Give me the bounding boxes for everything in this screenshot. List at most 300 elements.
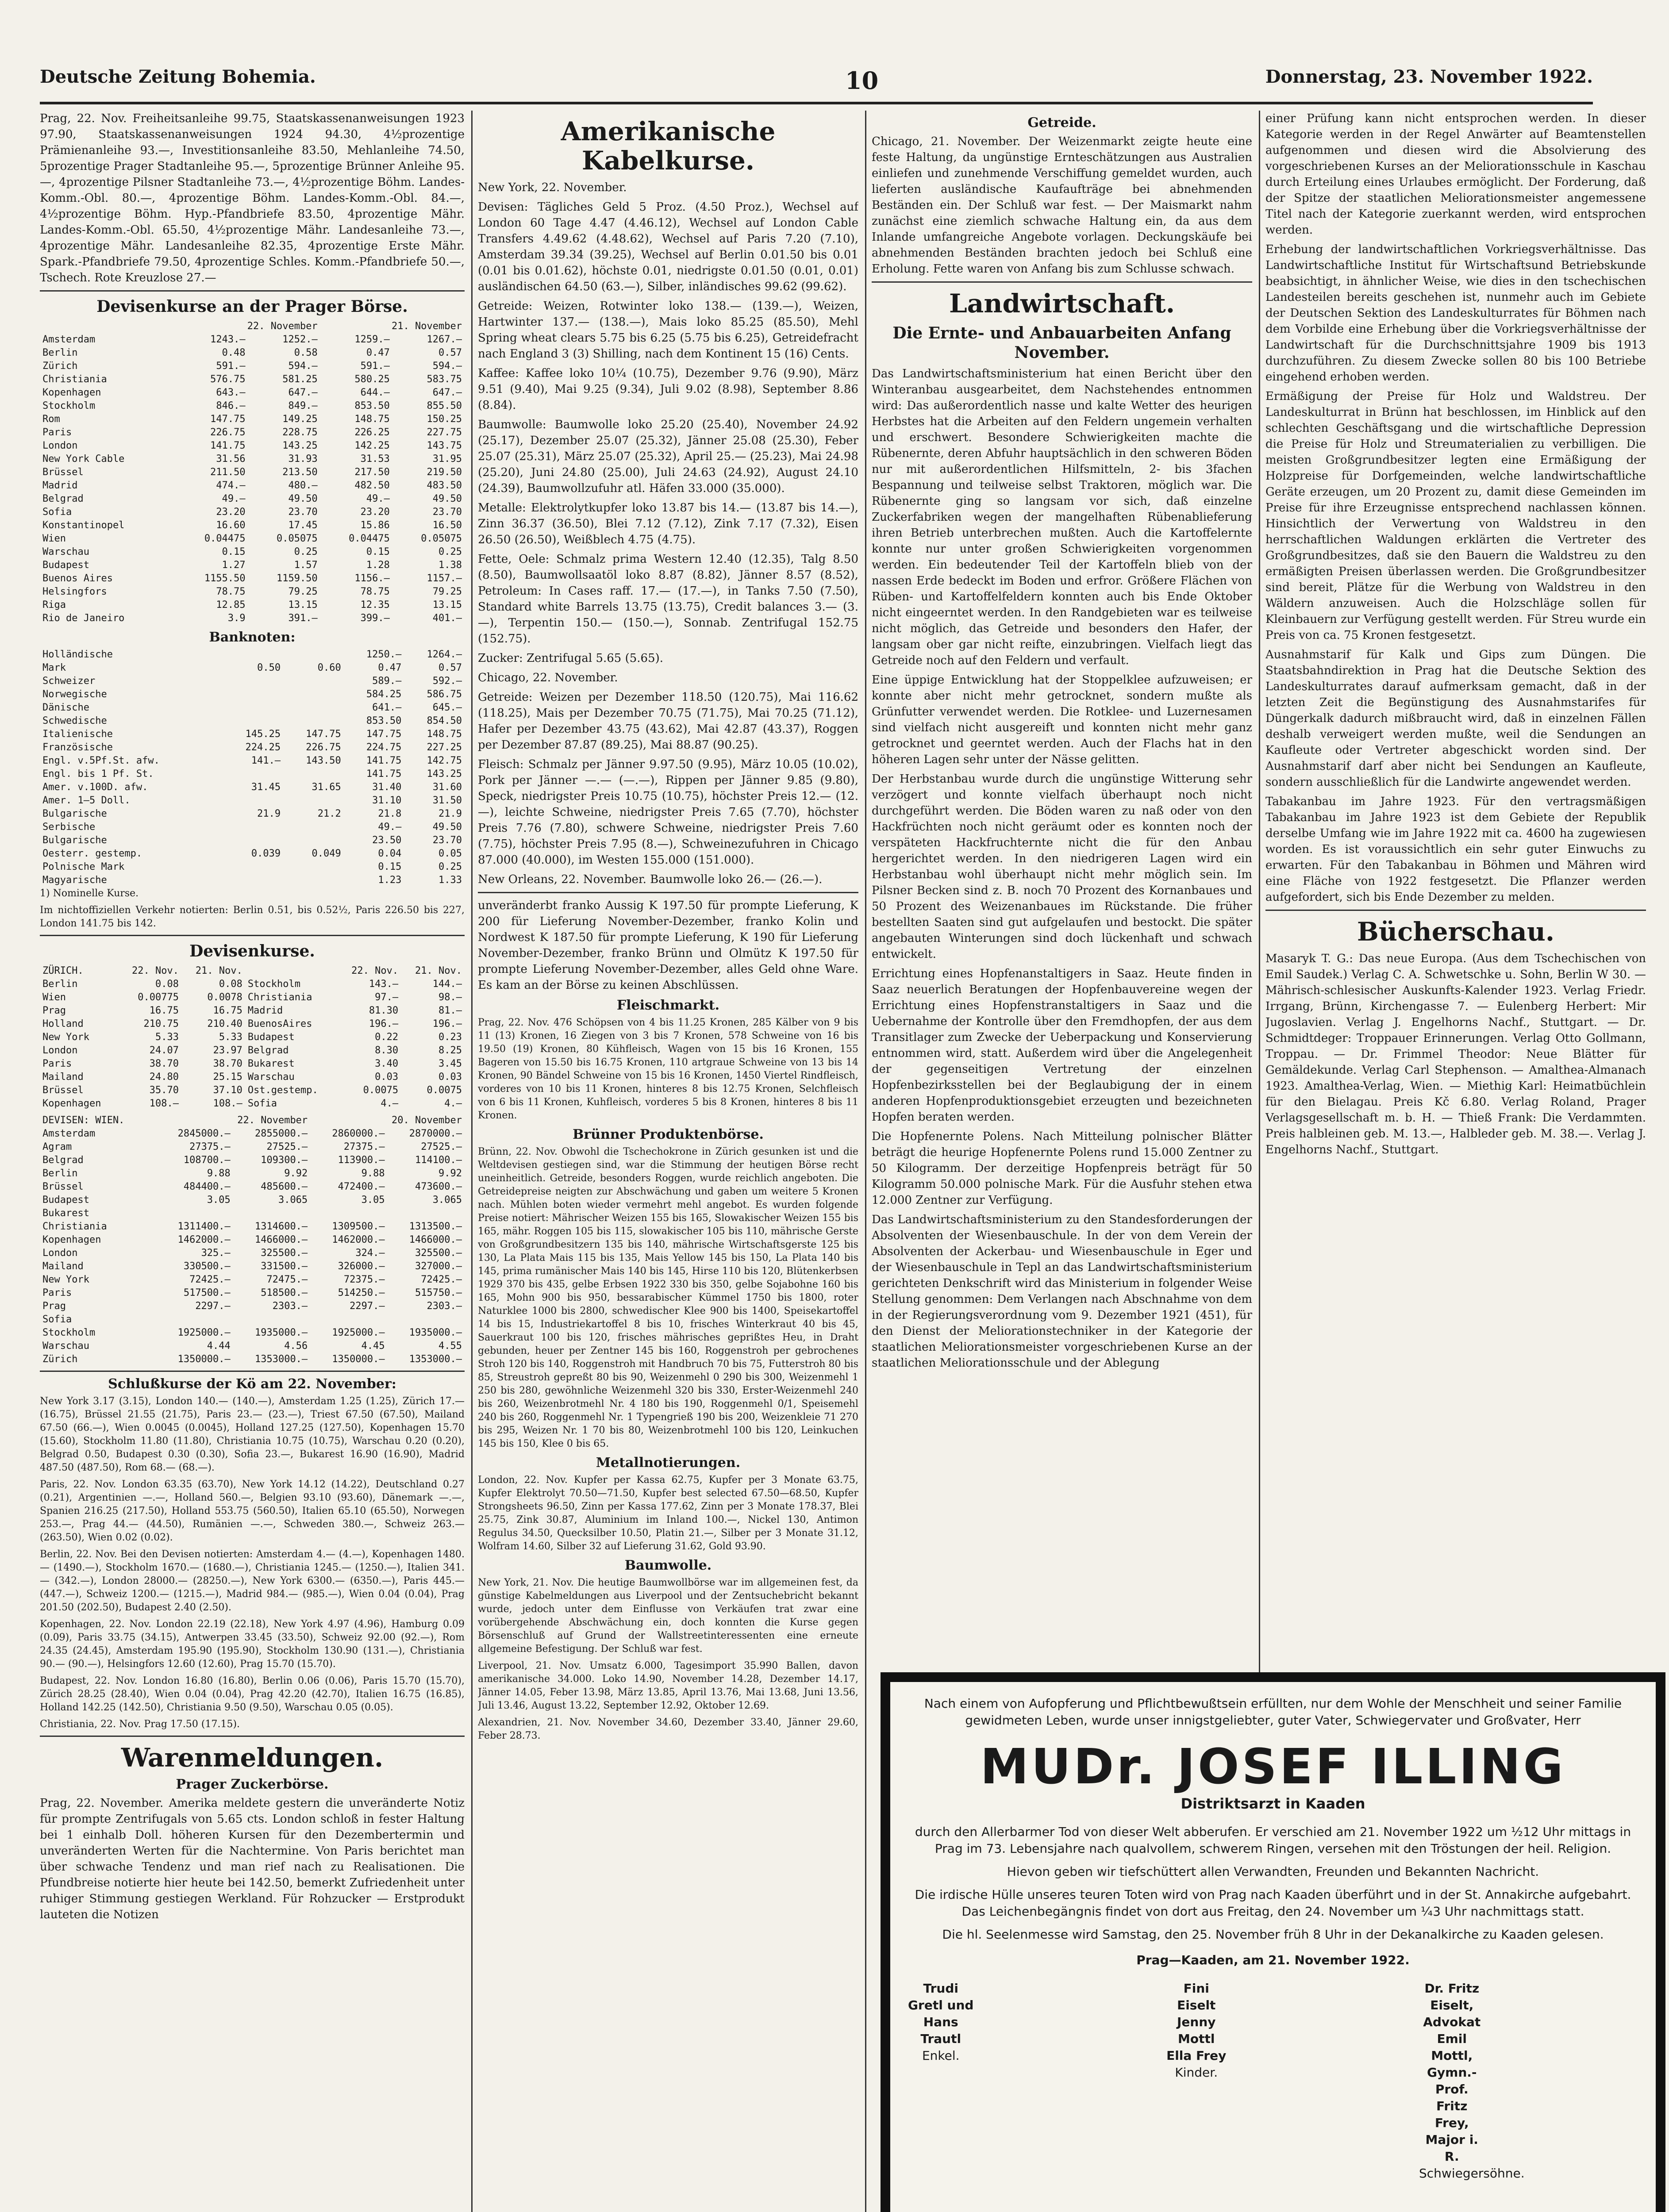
- table-cell: 1.38: [438, 560, 462, 571]
- table-cell: Brüssel: [42, 467, 84, 478]
- table-cell: 480.—: [288, 480, 318, 491]
- table-cell: Warschau: [42, 546, 89, 557]
- devisen-row: [40, 545, 465, 559]
- table-cell: 325500.—: [261, 1248, 308, 1259]
- prague-exchange-title: Devisenkurse an der Prager Börse.: [96, 297, 408, 316]
- table-cell: 0.58: [294, 347, 318, 358]
- wien-row: [40, 1127, 465, 1141]
- table-cell: 4.—: [444, 1098, 462, 1109]
- table-cell: 0.15: [222, 546, 246, 557]
- buecher-title: Bücherschau.: [1357, 917, 1555, 947]
- table-cell: 2845000.—: [177, 1128, 231, 1139]
- liverpool-text: Liverpool, 21. Nov. Umsatz 6.000, Tagesimport 35.990 Ballen, davon amerikanische 34.000. Loko 14.90, November 14.28, Dezember 14.17, Jänner 14.05, Feber 13.98, März 13.85, April 13.76, Mai 13.68, Juni 13.56, Juli 13.46, August 13.22, September 12.92, Oktober 12.69.: [478, 1660, 858, 1711]
- table-cell: 472400.—: [338, 1181, 385, 1192]
- table-cell: New York Cable: [42, 453, 125, 465]
- table-cell: [223, 675, 284, 688]
- table-cell: 1264.—: [427, 649, 462, 660]
- table-cell: Prag: [42, 1005, 66, 1016]
- table-cell: 1314600.—: [254, 1221, 308, 1232]
- table-cell: 591.—: [360, 361, 390, 372]
- baumwolle2-title: Baumwolle.: [624, 1558, 712, 1573]
- table-cell: 23.70: [288, 507, 318, 518]
- zurich-row: [40, 1044, 465, 1057]
- table-cell: 4.45: [361, 1340, 385, 1352]
- table-cell: [223, 648, 284, 661]
- table-cell: 72475.—: [266, 1274, 308, 1285]
- table-cell: 13.15: [288, 599, 318, 611]
- table-cell: 482.50: [354, 480, 390, 491]
- table-cell: 331500.—: [261, 1261, 308, 1272]
- table-cell: Engl. v.5Pf.St. afw.: [42, 755, 160, 766]
- table-cell: Berlin: [42, 347, 78, 358]
- table-cell: Warschau: [247, 1071, 295, 1083]
- table-cell: 9.88: [207, 1168, 231, 1179]
- table-cell: 517500.—: [183, 1287, 231, 1298]
- table-cell: 24.80: [149, 1071, 179, 1083]
- table-cell: 12.85: [216, 599, 246, 611]
- table-cell: 224.25: [245, 742, 281, 753]
- table-cell: 0.0075: [427, 1085, 462, 1096]
- table-cell: Madrid: [42, 480, 78, 491]
- table-cell: 3.9: [227, 613, 246, 624]
- banknoten-row: [40, 728, 465, 741]
- table-cell: 0.60: [317, 662, 341, 673]
- devisen-row: [40, 413, 465, 426]
- table-cell: Stockholm: [247, 979, 301, 990]
- table-cell: New York: [42, 1032, 89, 1043]
- table-cell: 143.25: [427, 768, 462, 780]
- new-orleans: New Orleans, 22. November. Baumwolle loko 26.— (26.—).: [478, 873, 823, 886]
- table-cell: Prag: [42, 1301, 66, 1312]
- devisen-row: [40, 453, 465, 466]
- table-cell: 49.—: [378, 822, 402, 833]
- table-cell: Amsterdam: [42, 334, 96, 345]
- table-cell: 5.33: [155, 1032, 179, 1043]
- table-cell: 23.50: [372, 835, 402, 846]
- table-cell: Französische: [42, 742, 113, 753]
- wien-row: [40, 1141, 465, 1154]
- table-cell: 219.50: [427, 467, 462, 478]
- table-cell: 31.95: [432, 453, 462, 465]
- table-cell: 21.8: [378, 808, 402, 819]
- table-cell: Paris: [42, 1287, 72, 1298]
- table-cell: 0.57: [438, 662, 462, 673]
- table-cell: 1350000.—: [332, 1354, 385, 1365]
- table-cell: 23.20: [360, 507, 390, 518]
- table-cell: 9.92: [438, 1168, 462, 1179]
- table-cell: [223, 821, 284, 834]
- col4-text-3: Ermäßigung der Preise für Holz und Waldstreu. Der Landeskulturrat in Brünn hat beschlossen, im Hinblick auf den schlechten Geschäftsgang und die wirtschaftliche Depression die Preise für Holz und Streumaterialien zu verbilligen. Die meisten Großgrundbesitzer legten eine Ermäßigung der Holzpreise für Dorfgemeinden, welche landwirtschaftliche Geräte erzeugen, um 20 Prozent zu, damit diese Gemeinden im Preise für ihre Erzeugnisse entsprechend nachlassen können. Hinsichtlich der Verwertung von Waldstreu in den herrschaftlichen Waldungen erklärten die Vertreter des Großgrundbesitzes, daß sie den Bauern die Waldstreu zu den ermäßigten Preisen überlassen werden. Die Großgrundbesitzer sind bereit, Plätze für die Werbung von Waldstreu in den Wäldern anzuweisen. Auch die Holzschläge sollen für Kleinbauern zur Verfügung gestellt werden. Für Streu wurde ein Preis von ca. 75 Kronen festgesetzt.: [1265, 390, 1646, 642]
- table-cell: 227.25: [427, 742, 462, 753]
- table-cell: Budapest: [42, 1194, 89, 1206]
- table-cell: 143.—: [369, 979, 399, 990]
- table-cell: [233, 1313, 310, 1326]
- zurich-row: [40, 1031, 465, 1044]
- obit-name: MUDr. JOSEF ILLING: [980, 1738, 1566, 1795]
- table-cell: 0.05: [438, 848, 462, 859]
- table-cell: Warschau: [42, 1340, 89, 1352]
- table-cell: 49.50: [288, 493, 318, 504]
- table-cell: 1159.50: [277, 573, 318, 584]
- devisen-row: [40, 599, 465, 612]
- table-cell: 0.05075: [277, 533, 318, 544]
- devisen-row: [40, 492, 465, 506]
- table-cell: 643.—: [216, 387, 246, 398]
- table-cell: 141.—: [251, 755, 281, 766]
- table-cell: 31.40: [372, 782, 402, 793]
- polen-text: Die Hopfenernte Polens. Nach Mitteilung polnischer Blätter beträgt die heurige Hopfenernte Polens rund 15.000 Zentner zu 50 Kilogramm. Der derzeitige Hopfenpreis beträgt für 50 Kilogramm 50.000 polnische Mark. Für die Ausfuhr stehen etwa 12.000 Zentner zur Verfügung.: [872, 1130, 1252, 1207]
- table-cell: [223, 860, 284, 874]
- zucker-continued: unveränderbt franko Aussig K 197.50 für prompte Lieferung, K 200 für Lieferung November-Dezember, franko Kolin und Nordwest K 187.50 für prompte Lieferung, K 190 für Lieferung November-Dezember, franko Brünn und Olmütz K 197.50 für prompte Lieferung November-Dezember, alles Geld ohne Ware. Es kam an der Börse zu keinen Abschlüssen.: [478, 899, 858, 992]
- table-cell: 17.45: [288, 520, 318, 531]
- table-cell: 211.50: [210, 467, 246, 478]
- table-cell: [223, 701, 284, 714]
- banknoten-row: [40, 794, 465, 807]
- table-cell: 0.04475: [349, 533, 390, 544]
- table-cell: 0.25: [294, 546, 318, 557]
- table-cell: 0.08: [219, 979, 242, 990]
- banknoten-row: [40, 741, 465, 754]
- kaffee-ny: Kaffee: Kaffee loko 10¼ (10.75), Dezember 9.76 (9.90), März 9.51 (9.40), Mai 9.25 (9.34), Juli 9.02 (8.98), September 8.86 (8.84).: [478, 367, 858, 412]
- table-cell: 143.50: [306, 755, 341, 766]
- table-cell: 1.57: [294, 560, 318, 571]
- table-cell: 142.75: [427, 755, 462, 766]
- metall-text: London, 22. Nov. Kupfer per Kassa 62.75, Kupfer per 3 Monate 63.75, Kupfer Elektrolyt 70.50—71.50, Kupfer best selected 67.50—68.50, Kupfer Strongsheets 96.50, Zinn per Kassa 177.62, Zinn per 3 Monate 178.37, Blei 25.75, Zink 30.87, Aluminium im Inland 100.—, Nickel 130, Antimon Regulus 34.50, Quecksilber 10.50, Platin 21.—, Silber per 3 Monate 31.12, Wolfram 14.60, Silber 32 auf Lieferung 31.62, Gold 93.90.: [478, 1475, 858, 1552]
- table-cell: 1.28: [366, 560, 390, 571]
- buecher-text: Masaryk T. G.: Das neue Europa. (Aus dem Tschechischen von Emil Saudek.) Verlag C. A. Schwetschke u. Sohn, Berlin W 30. — Mährisch-schlesischer Auskunfts-Kalender 1923. Verlag Friedr. Irrgang, Brünn, Kirchengasse 7. — Eulenberg Herbert: Mir Jugoslavien. Verlag J. Engelhorns Nachf., Stuttgart. — Dr. Schmidtdeger: Troppauer Erinnerungen. Verlag Otto Gollmann, Troppau. — Dr. Frimmel Theodor: Neue Blätter für Gemäldekunde. Verlag Carl Stephenson. — Amalthea-Almanach 1923. Amalthea-Verlag, Wien. — Miethig Karl: Heimatbüchlein für den Bielagau. Preis Kč 6.80. Verlag Roland, Prager Verlagsgesellschaft m. b. H. — Thieß Frank: Die Verdammten. Preis halbleinen geb. M. 13.—, Halbleder geb. M. 38.—. Verlag J. Engelhorns Nachf., Stuttgart.: [1265, 952, 1646, 1156]
- table-cell: Kopenhagen: [42, 1098, 101, 1109]
- table-cell: 226.75: [306, 742, 341, 753]
- table-cell: 1252.—: [282, 334, 318, 345]
- table-cell: Stockholm: [42, 400, 96, 411]
- table-cell: 0.049: [311, 848, 341, 859]
- table-cell: Budapest: [42, 560, 89, 571]
- table-cell: 16.60: [216, 520, 246, 531]
- table-cell: 0.25: [438, 861, 462, 872]
- wien-row: [40, 1220, 465, 1233]
- wien-row: [40, 1154, 465, 1167]
- table-cell: 0.04475: [204, 533, 246, 544]
- ministerium-text: Das Landwirtschaftsministerium zu den Standesforderungen der Absolventen der Wiesenbauschule. In der von dem Verein der Absolventen der Ackerbau- und Wiesenbauschule in Eger und der Wiesenbauschule in Tepl an das Landwirtschaftsministerium gerichteten Denkschrift wird das Ministerium in folgender Weise Stellung genommen: Dem Verlangen nach Abschnahme von dem in der Regierungsverordnung vom 9. Dezember 1921 (451), für den Dienst der Meliorationstechniker in der Kategorie der staatlichen Meliorationsmeister vorgeschriebenen Kurse an der staatlichen Meliorationsschule und der Ablegung: [872, 1213, 1252, 1370]
- zurich-header-cell: 22. Nov.: [132, 965, 179, 976]
- table-cell: 0.039: [251, 848, 281, 859]
- table-cell: Bukarest: [42, 1208, 89, 1219]
- table-cell: London: [42, 1248, 78, 1259]
- wien-row: [40, 1353, 465, 1366]
- table-cell: 2870000.—: [409, 1128, 462, 1139]
- sig-children: Fini Eiselt Jenny Mottl Ella Frey Kinder.: [1166, 1981, 1227, 2080]
- berlin-text: Berlin, 22. Nov. Bei den Devisen notierten: Amsterdam 4.— (4.—), Kopenhagen 1480.— (1490.—), Stockholm 1670.— (1680.—), Christiania 1245.— (1250.—), Italien 341.— (342.—), London 28000.— (28250.—), New York 6300.— (6350.—), Paris 445.— (447.—), Schweiz 1200.— (1215.—), Madrid 984.— (985.—), Wien 0.04 (0.04), Prag 201.50 (202.50), Budapest 2.40 (2.50).: [40, 1549, 465, 1613]
- table-cell: 25.15: [213, 1071, 242, 1083]
- fleischmarkt-title: Fleischmarkt.: [616, 998, 720, 1013]
- table-cell: 0.15: [366, 546, 390, 557]
- chicago-fleisch: Fleisch: Schmalz per Jänner 9.97.50 (9.95), März 10.05 (10.02), Pork per Jänner —.— (—.—), Rippen per Jänner 9.85 (9.80), Speck, niedrigster Preis 10.75 (10.75), höchster Preis 12.— (12.—), leichte Schweine, niedrigster Preis 7.65 (7.70), höchster Preis 7.76 (7.80), schwere Schweine, niedrigster Preis 7.60 (7.75), höchster Preis 7.95 (8.—), Schweinezufuhren in Chicago 87.000 (40.000), im Westen 155.000 (151.000).: [478, 758, 858, 867]
- table-cell: 0.50: [257, 662, 281, 673]
- table-cell: 114100.—: [415, 1155, 462, 1166]
- table-cell: [310, 1207, 387, 1220]
- table-cell: 853.50: [366, 715, 402, 726]
- table-cell: 147.75: [210, 414, 246, 425]
- page-number: 10: [845, 66, 879, 95]
- devisen-row: [40, 612, 465, 625]
- table-cell: Berlin: [42, 979, 78, 990]
- banknoten-row: [40, 714, 465, 728]
- table-cell: 326000.—: [338, 1261, 385, 1272]
- table-cell: [283, 675, 344, 688]
- table-cell: 0.08: [155, 979, 179, 990]
- ernte-title: Die Ernte- und Anbauarbeiten Anfang November.: [892, 324, 1231, 362]
- table-cell: Helsingfors: [42, 586, 107, 597]
- table-cell: 1466000.—: [254, 1234, 308, 1245]
- table-cell: 589.—: [372, 676, 402, 687]
- devisen-row: [40, 585, 465, 599]
- devisen-row: [40, 519, 465, 532]
- devisen-row: [40, 572, 465, 585]
- table-cell: 13.15: [432, 599, 462, 611]
- table-cell: [310, 1313, 387, 1326]
- table-cell: 1250.—: [366, 649, 402, 660]
- table-cell: [156, 1313, 233, 1326]
- table-cell: 37.10: [213, 1085, 242, 1096]
- table-cell: 27375.—: [189, 1141, 231, 1152]
- table-cell: Konstantinopel: [42, 520, 125, 531]
- table-cell: 1925000.—: [332, 1327, 385, 1338]
- table-cell: 150.25: [427, 414, 462, 425]
- table-cell: 38.70: [149, 1058, 179, 1069]
- table-cell: 0.25: [438, 546, 462, 557]
- table-cell: 327000.—: [415, 1261, 462, 1272]
- table-cell: 1935000.—: [254, 1327, 308, 1338]
- table-cell: Wien: [42, 533, 66, 544]
- table-cell: 1243.—: [210, 334, 246, 345]
- table-cell: 324.—: [355, 1248, 385, 1259]
- table-cell: 196.—: [369, 1018, 399, 1029]
- zurich-table: [40, 964, 465, 1110]
- table-cell: Ost.gestemp.: [247, 1085, 318, 1096]
- table-cell: [283, 768, 344, 781]
- table-cell: [223, 688, 284, 701]
- wien-row: [40, 1247, 465, 1260]
- table-cell: 49.—: [366, 493, 390, 504]
- devisen-row: [40, 386, 465, 399]
- table-cell: 1157.—: [427, 573, 462, 584]
- table-cell: 147.75: [306, 729, 341, 740]
- table-cell: 31.45: [251, 782, 281, 793]
- table-cell: Mailand: [42, 1071, 84, 1083]
- table-cell: 576.75: [210, 374, 246, 385]
- chicago-dateline: Chicago, 22. November.: [478, 671, 618, 684]
- obit-text-4: Die hl. Seelenmesse wird Samstag, den 25. November früh 8 Uhr in der Dekanalkirche zu Kaaden gelesen.: [942, 1927, 1604, 1942]
- table-cell: [283, 648, 344, 661]
- zucker-ny: Zucker: Zentrifugal 5.65 (5.65).: [478, 652, 664, 665]
- banknoten-row: [40, 768, 465, 781]
- table-cell: 3.05: [361, 1194, 385, 1206]
- table-cell: 484400.—: [183, 1181, 231, 1192]
- table-cell: 1462000.—: [177, 1234, 231, 1245]
- devisen-row: [40, 559, 465, 572]
- wien-row: [40, 1286, 465, 1300]
- column-divider: [865, 111, 866, 2212]
- table-cell: 16.50: [432, 520, 462, 531]
- table-cell: Wien: [42, 992, 66, 1003]
- table-cell: [283, 714, 344, 728]
- table-cell: 0.48: [222, 347, 246, 358]
- hopfen-text: Errichtung eines Hopfenanstaltigers in Saaz. Heute finden in Saaz neuerlich Beratungen der Hopfenbauvereine wegen der Errichtung eines Hopfenstranstaltigers in Saaz und die Uebernahme der Kontrolle über den Fremdhopfen, der aus dem Transitlager zum Zwecke der Ueberpackung und Konservierung entnommen wird, statt. Außerdem wird über die Angelegenheit der gegenseitigen Vertretung der einzelnen Hopfenbezirksstellen bei der Beglaubigung der in einem anderen Hopfenproduktionsgebiet erzeugten und bezeichneten Hopfen beraten werden.: [872, 967, 1252, 1124]
- table-cell: 594.—: [288, 361, 318, 372]
- table-cell: 21.9: [257, 808, 281, 819]
- column-3: [872, 111, 1252, 1659]
- banknoten-row: [40, 781, 465, 794]
- devisen-note: 1) Nominelle Kurse.: [40, 888, 139, 899]
- table-cell: [388, 1207, 465, 1220]
- table-cell: Buenos Aires: [42, 573, 113, 584]
- table-cell: 586.75: [427, 689, 462, 700]
- wien-row: [40, 1273, 465, 1286]
- obit-text-1: durch den Allerbarmer Tod von dieser Welt abberufen. Er verschied am 21. November 1922 um ½12 Uhr mittags in Prag im 73. Lebensjahre nach qualvollem, schwerem Ringen, versehen mit den Tröstungen der heil. Religion.: [915, 1824, 1631, 1856]
- table-cell: 4.55: [438, 1340, 462, 1352]
- table-cell: Engl. bis 1 Pf. St.: [42, 768, 154, 780]
- table-cell: 580.25: [354, 374, 390, 385]
- table-cell: 514250.—: [338, 1287, 385, 1298]
- devisen-footer: Im nichtoffiziellen Verkehr notierten: Berlin 0.51, bis 0.52½, Paris 226.50 bis 227, London 141.75 bis 142.: [40, 905, 465, 929]
- table-cell: Amer. 1–5 Doll.: [42, 795, 131, 806]
- table-cell: 2303.—: [427, 1301, 462, 1312]
- table-cell: 3.40: [375, 1058, 399, 1069]
- table-cell: 108.—: [149, 1098, 179, 1109]
- table-cell: Rio de Janeiro: [42, 613, 125, 624]
- zurich-header-cell: ZÜRICH.: [42, 965, 84, 976]
- table-cell: 846.—: [216, 400, 246, 411]
- kabel-text: Devisen: Tägliches Geld 5 Proz. (4.50 Proz.), Wechsel auf London 60 Tage 4.47 (4.46.12), Wechsel auf London Cable Transfers 4.49.62 (4.48.62), Wechsel auf Paris 7.20 (7.10), Amsterdam 39.34 (39.25), Wechsel auf Berlin 0.01.50 bis 0.01 (0.01 bis 0.01.62), höchste 0.01, niedrigste 0.01.50 (0.01, 0.01) ausländischen 64.50 (63.—), Silber, inländisches 99.62 (99.62).: [478, 200, 858, 293]
- zurich-row: [40, 1084, 465, 1097]
- table-cell: 474.—: [216, 480, 246, 491]
- devisen-row: [40, 506, 465, 519]
- table-cell: 581.25: [282, 374, 318, 385]
- table-cell: 2303.—: [272, 1301, 308, 1312]
- banknoten-row: [40, 661, 465, 675]
- wien-row: [40, 1340, 465, 1353]
- banknoten-row: [40, 807, 465, 821]
- table-cell: 141.75: [210, 440, 246, 451]
- table-cell: 1267.—: [427, 334, 462, 345]
- table-cell: 23.70: [432, 507, 462, 518]
- table-cell: [156, 1207, 233, 1220]
- table-cell: 148.75: [427, 729, 462, 740]
- table-cell: 147.75: [366, 729, 402, 740]
- col4-text-2: Erhebung der landwirtschaftlichen Vorkriegsverhältnisse. Das Landwirtschaftliche Institut für Wirtschaftsund Betriebskunde beabsichtigt, in ähnlicher Weise, wie dies in den tschechischen Landesteilen bereits geschehen ist, nunmehr auch im Gebiete der Deutschen Sektion des Landeskulturrates für Böhmen nach dem Vorbilde eine Erhebung über die Vorkriegsverhältnisse der Landwirtschaft für die Durchschnittsjahre 1909 bis 1913 durchzuführen. Zu diesem Zwecke sollen 80 bis 100 Betriebe eingehend erhoben werden.: [1265, 243, 1646, 384]
- table-cell: 515750.—: [415, 1287, 462, 1298]
- table-cell: 31.56: [216, 453, 246, 465]
- banknoten-row: [40, 834, 465, 847]
- table-cell: 849.—: [288, 400, 318, 411]
- table-cell: 1935000.—: [409, 1327, 462, 1338]
- table-cell: 8.30: [375, 1045, 399, 1056]
- table-cell: [223, 874, 284, 887]
- sig-grandchildren: Trudi Gretl und Hans Trautl Enkel.: [908, 1981, 974, 2063]
- table-cell: [223, 794, 284, 807]
- table-cell: 1.33: [438, 875, 462, 886]
- table-cell: Paris: [42, 1058, 72, 1069]
- table-cell: 49.—: [222, 493, 246, 504]
- table-cell: 0.0078: [207, 992, 242, 1003]
- table-cell: Italienische: [42, 729, 113, 740]
- table-cell: Sofia: [42, 1314, 72, 1325]
- col4-text-5: Tabakanbau im Jahre 1923. Für den vertragsmäßigen Tabakanbau im Jahre 1923 ist dem Gebiete der Republik derselbe Umfang wie im Jahre 1922 mit ca. 4600 ha zugewiesen worden. Es ist voraussichtlich ein sehr guter Einwuchs zu erwarten. Für den Tabakanbau in Böhmen und Mähren wird eine Fläche von 1922 festgesetzt. Die Pflanzer werden aufgefordert, sich bis Ende Dezember zu melden.: [1265, 795, 1646, 904]
- table-cell: Christiania: [42, 374, 107, 385]
- column-4: [1265, 111, 1646, 1659]
- table-cell: 1353000.—: [409, 1354, 462, 1365]
- table-cell: 0.15: [378, 861, 402, 872]
- table-cell: Holland: [42, 1018, 84, 1029]
- table-cell: 97.—: [375, 992, 399, 1003]
- table-cell: 16.75: [213, 1005, 242, 1016]
- obit-place: Prag—Kaaden, am 21. November 1922.: [1136, 1953, 1410, 1967]
- devisen-row: [40, 333, 465, 346]
- table-cell: 72425.—: [189, 1274, 231, 1285]
- obit-title: Distriktsarzt in Kaaden: [1181, 1795, 1365, 1812]
- banknoten-row: [40, 860, 465, 874]
- banknoten-row: [40, 648, 465, 661]
- table-cell: Brüssel: [42, 1085, 84, 1096]
- table-cell: 113900.—: [338, 1155, 385, 1166]
- budapest-text: Budapest, 22. Nov. London 16.80 (16.80), Berlin 0.06 (0.06), Paris 15.70 (15.70), Zürich 28.25 (28.40), Wien 0.04 (0.04), Prag 42.20 (42.70), Italien 16.75 (16.85), Holland 142.25 (142.50), Christiania 9.50 (9.50), Warschau 0.05 (0.05).: [40, 1675, 465, 1713]
- table-cell: Dänische: [42, 702, 89, 713]
- table-cell: Bulgarische: [42, 835, 107, 846]
- table-cell: 1462000.—: [332, 1234, 385, 1245]
- obit-text-2: Hievon geben wir tiefschüttert allen Verwandten, Freunden und Bekannten Nachricht.: [1007, 1864, 1539, 1879]
- table-cell: 81.—: [438, 1005, 462, 1016]
- table-cell: 143.25: [282, 440, 318, 451]
- table-cell: Zürich: [42, 1354, 78, 1365]
- table-cell: 1350000.—: [177, 1354, 231, 1365]
- wien-table: DEVISEN: WIEN. 22. November 20. November Amsterdam 2845000.— 2855000.— 2860000.— 2870000.— Agram 27375.— 27525.— 27375.— 27525.— Belgrad 108700.— 109300.— 113900.— 114100.— Berlin 9.88 9.92 9.88 9.92 Brüssel 484400.— 485600.— 472400.— 473600.— Budapest 3.05 3.065 3.05 3.065 Bukarest Christiania 1311400.— 1314600.— 1309500.— 1313500.— Kopenhagen 1462000.— 1466000.— 1462000.— 1466000.— London 325.— 325500.— 324.— 325500.— Mailand 330500.— 331500.— 326000.— 327000.— New York 72425.— 72475.— 72375.— 72425.— Paris 517500.— 518500.— 514250.— 515750.— Prag 2297.— 2303.— 2297.— 2303.— Sofia Stockholm 1925000.— 1935000.— 1925000.— 1935000.— Warschau 4.44 4.56 4.45 4.55 Zürich 1350000.— 1353000.— 1350000.— 1353000.—: [40, 1114, 465, 1366]
- table-cell: Kopenhagen: [42, 387, 101, 398]
- table-cell: 31.60: [432, 782, 462, 793]
- devisen2-title: Devisenkurse.: [189, 942, 315, 960]
- table-cell: [283, 860, 344, 874]
- table-cell: 485600.—: [261, 1181, 308, 1192]
- table-cell: 1353000.—: [254, 1354, 308, 1365]
- zurich-row: [40, 978, 465, 991]
- table-cell: 27525.—: [266, 1141, 308, 1152]
- prague-devisen-table: 22. November 21. November Amsterdam 1243.— 1252.— 1259.— 1267.— Berlin 0.48 0.58 0.47 0.57 Zürich 591.— 594.— 591.— 594.— Christiania 576.75 581.25 580.25 583.75 Kopenhagen 643.— 647.— 644.— 647.— Stockholm 846.— 849.— 853.50 855.50 Rom 147.75 149.25 148.75 150.25 Paris 226.75 228.75 226.25 227.75 London 141.75 143.25 142.25 143.75 New York Cable 31.56 31.93 31.53 31.95 Brüssel 211.50 213.50 217.50 219.50 Madrid 474.— 480.— 482.50 483.50 Belgrad 49.— 49.50 49.— 49.50 Sofia 23.20 23.70 23.20 23.70 Konstantinopel 16.60 17.45 15.86 16.50 Wien 0.04475 0.05075 0.04475 0.05075 Warschau 0.15 0.25 0.15 0.25 Budapest 1.27 1.57 1.28 1.38 Buenos Aires 1155.50 1159.50 1156.— 1157.— Helsingfors 78.75 79.25 78.75 79.25 Riga 12.85 13.15 12.35 13.15 Rio de Janeiro 3.9 391.— 399.— 401.—: [40, 320, 465, 625]
- table-cell: Riga: [42, 599, 66, 611]
- table-cell: Sofia: [247, 1098, 277, 1109]
- banknoten-row: [40, 821, 465, 834]
- table-cell: 15.86: [360, 520, 390, 531]
- wien-row: [40, 1313, 465, 1326]
- zurich-row: [40, 1097, 465, 1110]
- landwirtschaft-title: Landwirtschaft.: [949, 288, 1175, 319]
- getreide-title: Getreide.: [1027, 115, 1096, 131]
- table-cell: 0.03: [438, 1071, 462, 1083]
- table-cell: 16.75: [149, 1005, 179, 1016]
- banknoten-row: [40, 701, 465, 714]
- table-cell: Belgrad: [42, 1155, 84, 1166]
- waren-title: Warenmeldungen.: [121, 1743, 384, 1773]
- zurich-row: [40, 1057, 465, 1071]
- table-cell: 109300.—: [261, 1155, 308, 1166]
- fette-ny: Fette, Oele: Schmalz prima Western 12.40 (12.35), Talg 8.50 (8.50), Baumwollsaatöl loko 8.87 (8.82), Jänner 8.57 (8.52), Petroleum: In Cases raff. 17.— (17.—), in Tanks 7.50 (7.50), Standard white Barrels 13.75 (13.75), Credit balances 3.— (3.—), Terpentin 150.— (150.—), Sonnab. Zentrifugal 152.75 (152.75).: [478, 553, 858, 645]
- table-cell: 8.25: [438, 1045, 462, 1056]
- table-cell: 641.—: [372, 702, 402, 713]
- table-cell: 645.—: [432, 702, 462, 713]
- wien-row: [40, 1233, 465, 1247]
- table-cell: Belgrad: [42, 493, 84, 504]
- table-cell: Amer. v.100D. afw.: [42, 782, 148, 793]
- kabel-dateline: New York, 22. November.: [478, 181, 627, 194]
- table-cell: 35.70: [149, 1085, 179, 1096]
